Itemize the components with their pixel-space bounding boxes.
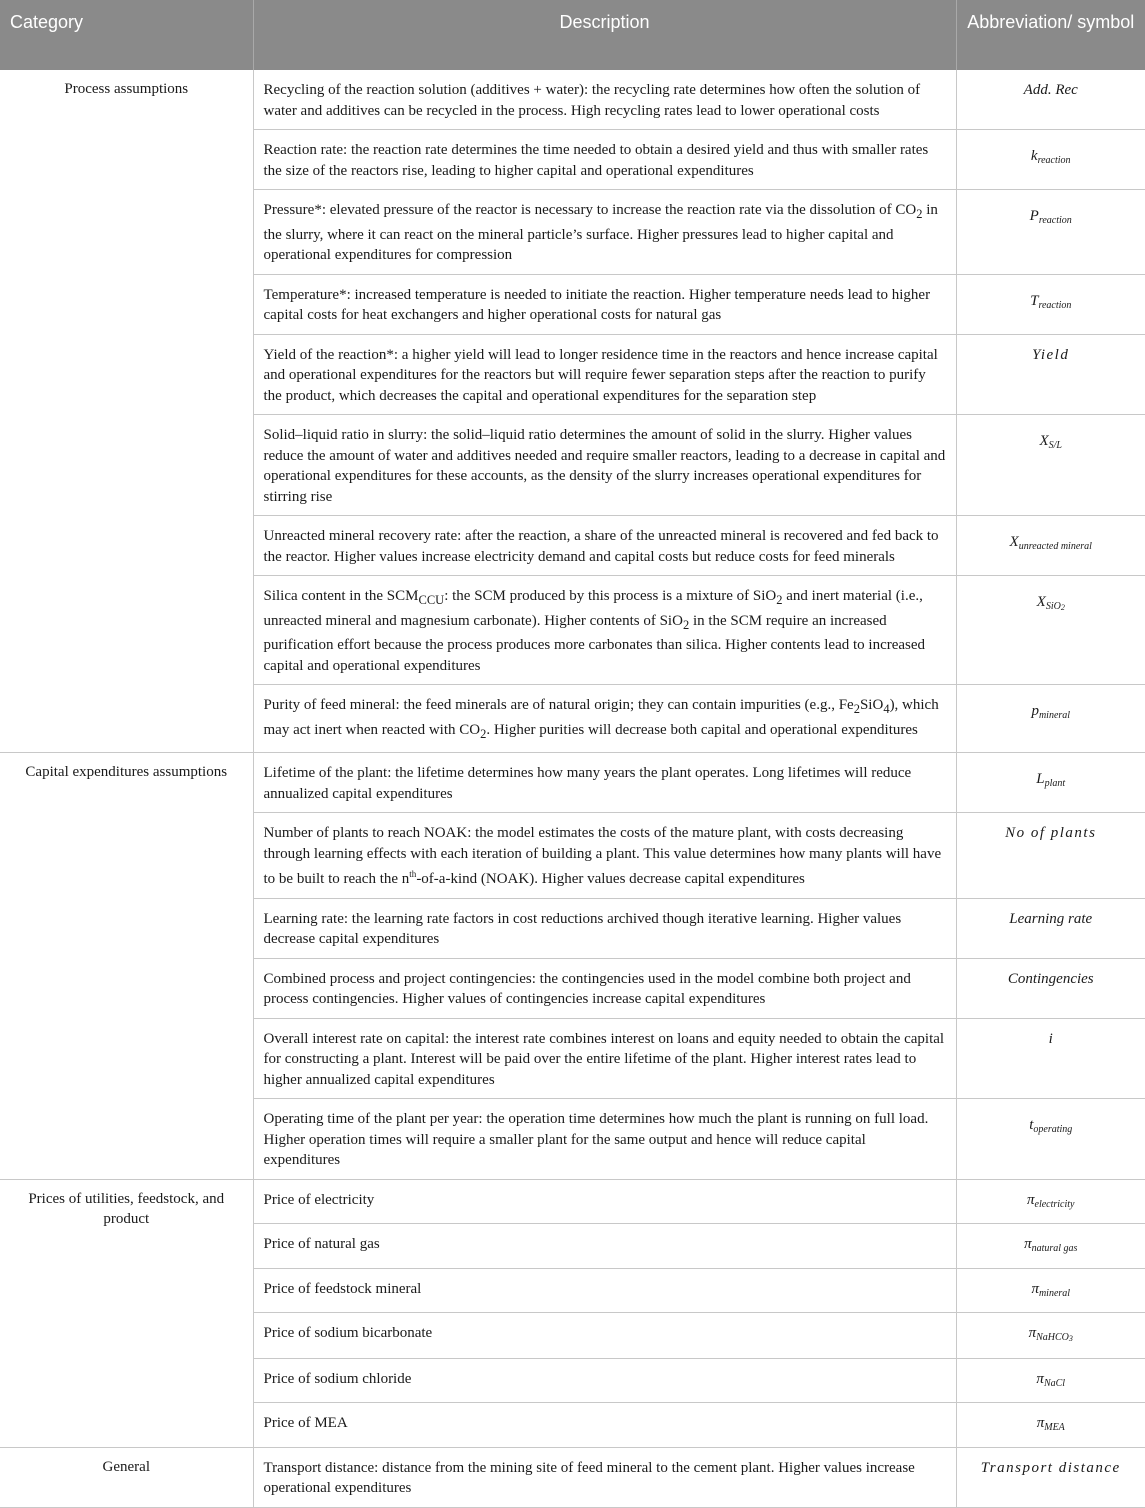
description-sub: 2: [480, 726, 487, 741]
description-sub: 2: [916, 207, 923, 221]
symbol-main: p: [1031, 703, 1039, 719]
header-row: [0, 0, 1145, 70]
symbol-main: π: [1036, 1415, 1045, 1431]
symbol-cell: i: [956, 1018, 1145, 1099]
symbol-cell: [956, 415, 1145, 516]
description-cell: Price of feedstock mineral: [253, 1268, 956, 1313]
description-sub: 2: [776, 593, 783, 607]
symbol-sub: reaction: [1038, 299, 1072, 311]
description-text: . Higher purities will decrease both capital and operational expenditures: [486, 721, 918, 738]
description-cell: Lifetime of the plant: the lifetime determines how many years the plant operates. Long lifetimes will reduce annualized capital expenditures: [253, 753, 956, 813]
symbol-main: t: [1029, 1117, 1034, 1133]
header-description: Description: [253, 0, 956, 70]
description-cell: Temperature*: increased temperature is needed to initiate the reaction. Higher temperature needs lead to higher capital costs for heat exchangers and higher operational costs for natural gas: [253, 274, 956, 334]
description-text: in the SCM require an increased purification effort because the process produces more carbonates than silica. Higher contents lead to increased capital and operational expenditures: [263, 612, 926, 674]
description-text: -of-a-kind (NOAK). Higher values decrease capital expenditures: [416, 871, 805, 887]
symbol-sub: reaction: [1037, 155, 1071, 166]
symbol-sub: plant: [1044, 778, 1066, 789]
symbol-main: k: [1030, 148, 1038, 164]
symbol-main: P: [1029, 208, 1039, 224]
symbol-cell: [956, 1179, 1145, 1224]
description-cell: Reaction rate: the reaction rate determines the time needed to obtain a desired yield and thus with smaller rates the size of the reactors rise, leading to higher capital and operational expenditures: [253, 130, 956, 190]
symbol-cell: [956, 1099, 1145, 1180]
description-cell: Learning rate: the learning rate factors in cost reductions archived though iterative learning. Higher values decrease capital expenditures: [253, 898, 956, 958]
description-cell: Transport distance: distance from the mining site of feed mineral to the cement plant. Higher values increase operational expenditures: [253, 1447, 956, 1507]
symbol-cell: [956, 1224, 1145, 1269]
description-text: Silica content in the SCM: [263, 588, 419, 604]
symbol-cell: [956, 753, 1145, 813]
description-cell: Overall interest rate on capital: the interest rate combines interest on loans and equity needed to obtain the capital for constructing a plant. Interest will be paid over the entire lifetime of the plant. Higher interest rates lead to higher annualized capital expenditures: [253, 1018, 956, 1099]
symbol-main: π: [1027, 1191, 1035, 1208]
symbol-cell: Contingencies: [956, 958, 1145, 1018]
description-sub: 4: [883, 702, 890, 716]
description-cell: Price of electricity: [253, 1179, 956, 1224]
symbol-cell: Learning rate: [956, 898, 1145, 958]
description-text: and inert material (i.e., unreacted mineral and magnesium carbonate). Higher contents of SiO: [263, 588, 923, 629]
category-cell: Capital expenditures assumptions: [0, 753, 253, 1180]
description-cell: Price of MEA: [253, 1403, 956, 1448]
symbol-cell: [956, 1313, 1145, 1359]
symbol-cell: [956, 576, 1145, 685]
symbol-main: π: [1031, 1280, 1039, 1297]
symbol-sub: MEA: [1044, 1422, 1065, 1433]
header-symbol: Abbreviation/ symbol: [956, 0, 1145, 70]
symbol-cell: [956, 274, 1145, 334]
symbol-sub: reaction: [1038, 215, 1072, 226]
symbol-main: X: [1036, 594, 1046, 610]
description-sup: th: [409, 869, 417, 879]
description-text: in the slurry, where it can react on the mineral particle’s surface. Higher pressures lead to higher capital and operational expenditures for compression: [263, 202, 938, 263]
symbol-subsub: 2: [1060, 603, 1065, 612]
symbol-sub: natural gas: [1031, 1243, 1078, 1254]
category-cell: General: [0, 1447, 253, 1507]
category-cell: Process assumptions: [0, 70, 253, 753]
symbol-cell: Transport distance: [956, 1447, 1145, 1507]
description-cell: Price of sodium chloride: [253, 1358, 956, 1403]
symbol-main: T: [1030, 292, 1039, 309]
description-cell: Unreacted mineral recovery rate: after the reaction, a share of the unreacted mineral is recovered and fed back to the reactor. Higher values increase electricity demand and capital costs but reduce costs for feed minerals: [253, 516, 956, 576]
description-sub: 2: [853, 702, 860, 716]
symbol-sub: electricity: [1034, 1198, 1075, 1210]
symbol-sub: unreacted mineral: [1018, 541, 1092, 552]
description-sub: CCU: [418, 593, 445, 607]
table-row: [0, 1447, 1145, 1507]
symbol-cell: [956, 130, 1145, 190]
symbol-cell: [956, 1403, 1145, 1448]
category-cell: Prices of utilities, feedstock, and product: [0, 1179, 253, 1447]
symbol-sub: operating: [1033, 1124, 1073, 1135]
header-category: Category: [0, 0, 253, 70]
symbol-cell: Yield: [956, 334, 1145, 415]
description-cell: [253, 190, 956, 275]
symbol-cell: [956, 1358, 1145, 1403]
description-text: Pressure*: elevated pressure of the reactor is necessary to increase the reaction rate via the dissolution of CO: [263, 202, 917, 218]
description-cell: [253, 685, 956, 753]
symbol-cell: [956, 1268, 1145, 1313]
description-cell: [253, 576, 956, 685]
symbol-cell: No of plants: [956, 813, 1145, 899]
symbol-cell: [956, 190, 1145, 275]
description-cell: Recycling of the reaction solution (additives + water): the recycling rate determines how often the solution of water and additives can be recycled in the process. High recycling rates lead to lower operational costs: [253, 70, 956, 130]
table-row: [0, 753, 1145, 813]
table-row: [0, 1179, 1145, 1224]
description-text: Number of plants to reach NOAK: the model estimates the costs of the mature plant, with costs decreasing through learning effects with each iteration of building a plant. This value determines how many plants will have to be built to reach the n: [263, 825, 942, 887]
description-cell: Operating time of the plant per year: the operation time determines how much the plant is running on full load. Higher operation times will require a smaller plant for the same output and hence will reduce capital expenditures: [253, 1099, 956, 1180]
description-cell: Price of sodium bicarbonate: [253, 1313, 956, 1359]
description-text: : the SCM produced by this process is a mixture of SiO: [444, 588, 777, 604]
symbol-subsub: 3: [1068, 1334, 1073, 1343]
description-cell: Solid–liquid ratio in slurry: the solid–liquid ratio determines the amount of solid in the slurry. Higher values reduce the amount of water and additives needed and require smaller reactors, leading to a decrease in capital and operational expenditures for these accounts, as the density of the slurry increases operational expenditures for stirring rise: [253, 415, 956, 516]
description-text: Purity of feed mineral: the feed minerals are of natural origin; they can contain impurities (e.g., Fe: [263, 697, 854, 713]
symbol-cell: [956, 516, 1145, 576]
description-text: SiO: [859, 697, 884, 713]
table-row: [0, 70, 1145, 130]
description-cell: Price of natural gas: [253, 1224, 956, 1269]
symbol-sub: NaCl: [1043, 1377, 1066, 1389]
description-cell: Yield of the reaction*: a higher yield will lead to longer residence time in the reactors and hence increase capital and operational expenditures for the reactors but will require fewer separation steps after the reaction to purify the product, which decreases the capital and operational expenditures for the separation step: [253, 334, 956, 415]
symbol-main: X: [1009, 534, 1019, 550]
symbol-sub: mineral: [1038, 710, 1071, 721]
symbol-sub: mineral: [1038, 1287, 1071, 1299]
symbol-main: π: [1036, 1370, 1044, 1387]
symbol-main: L: [1036, 771, 1045, 787]
symbol-sub: S/L: [1048, 440, 1062, 451]
description-cell: [253, 813, 956, 899]
description-cell: Combined process and project contingencies: the contingencies used in the model combine both project and process contingencies. Higher values of contingencies increase capital expenditures: [253, 958, 956, 1018]
symbol-cell: Add. Rec: [956, 70, 1145, 130]
symbol-sub: SiO: [1045, 601, 1061, 612]
symbol-main: π: [1024, 1236, 1032, 1252]
symbol-sub: NaHCO: [1036, 1332, 1069, 1343]
description-text: ), which may act inert when reacted with CO: [263, 697, 939, 738]
symbol-cell: [956, 685, 1145, 753]
description-sub: 2: [682, 617, 690, 632]
symbol-main: X: [1039, 433, 1049, 449]
symbol-main: π: [1028, 1325, 1037, 1341]
